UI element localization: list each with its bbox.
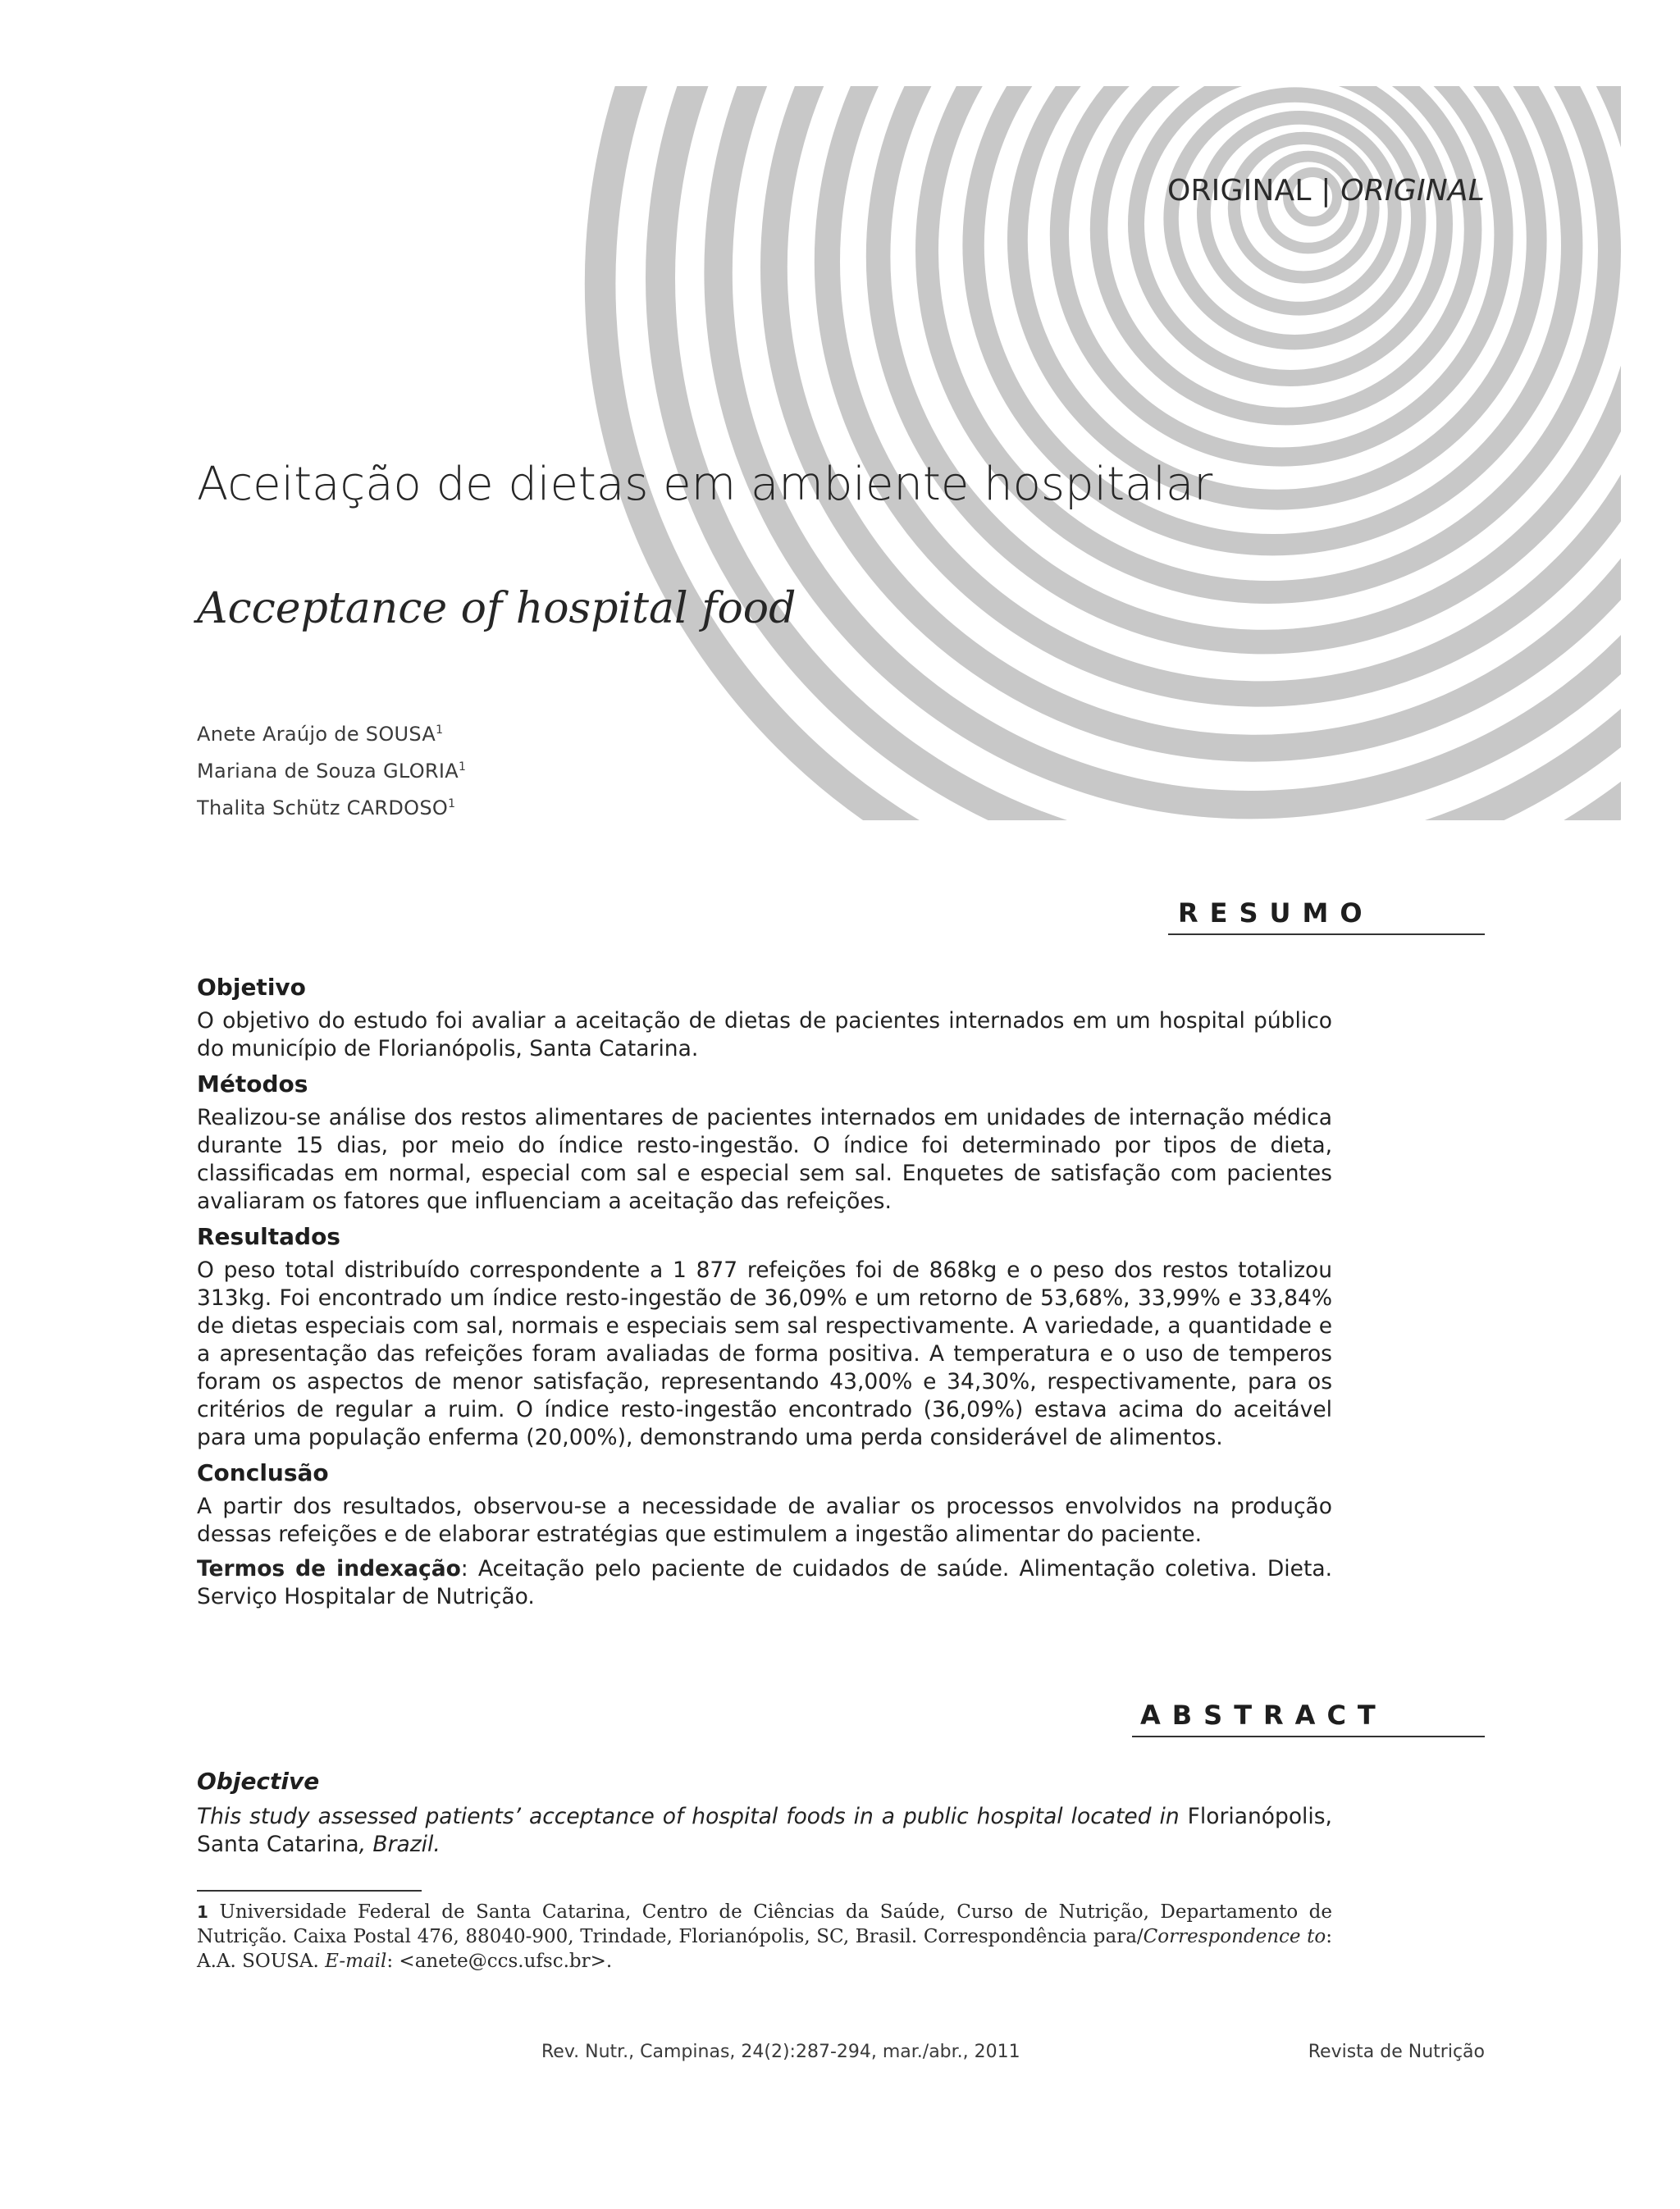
author-item: Anete Araújo de SOUSA$^1$ [197,723,444,746]
article-type-portuguese: ORIGINAL [1166,174,1312,208]
article-type-label [1148,174,1485,208]
objective-heading: Objective [197,1768,320,1795]
footnote: 1 Universidade Federal de Santa Catarina, Centro de Ciências da Saúde, Curso de Nutrição, Departamento de Nutrição. Caixa Postal 476, 88040-900, Trindade, Florianópolis, SC, Brasil. Correspondência para/Correspondence to: A.A. SOUSA. E-mail: <anete@ccs.ufsc.br>. [197,1901,1333,1972]
footer-journal-name: Revista de Nutrição [1308,2042,1485,2062]
metodos-heading: Métodos [197,1070,308,1098]
footer-citation: Rev. Nutr., Campinas, 24(2):287-294, mar./abr., 2011 [541,2042,1020,2062]
objetivo-text: O objetivo do estudo foi avaliar a aceitação de dietas de pacientes internados em um hospital público do município de Florianópolis, Santa Catarina. [197,1008,1332,1061]
title-english: Acceptance of hospital food [197,584,797,633]
conclusao-text: A partir dos resultados, observou-se a necessidade de avaliar os processos envolvidos na produção dessas refeições e de elaborar estratégias que estimulem a ingestão alimentar do paciente. [197,1494,1332,1547]
conclusao-heading: Conclusão [197,1459,329,1486]
author-list [197,714,466,824]
footnote-rule [197,1890,422,1892]
author-item: Mariana de Souza GLORIA$^1$ [197,760,467,783]
resultados-text: O peso total distribuído correspondente a 1 877 refeições foi de 868kg e o peso dos restos totalizou 313kg. Foi encontrado um índice resto-ingestão de 36,09% e um retorno de 53,68%, 33,99% e 33,84% de dietas especiais com sal, normais e especiais sem sal respectivamente. A variedade, a quantidade e a apresentação das refeições foram avaliadas de forma positiva. A temperatura e o uso de temperos foram os aspectos de menor satisfação, representando 43,00% e 34,30%, respectivamente, para os critérios de regular a ruim. O índice resto-ingestão encontrado (36,09%) estava acima do aceitável para uma população enferma (20,00%), demonstrando uma perda considerável de alimentos. [197,1257,1332,1450]
resumo-heading-rule [1168,933,1485,935]
email-label: E-mail [325,1951,387,1972]
decorative-spiral-graphic [0,0,1680,820]
termos-label: Termos de indexação [197,1556,461,1581]
abstract-heading-rule [1132,1736,1485,1737]
resumo-body [197,971,1332,1611]
resultados-heading: Resultados [197,1223,340,1250]
author-item: Thalita Schütz CARDOSO$^1$ [197,796,456,819]
footnote-email: : <anete@ccs.ufsc.br>. [386,1951,613,1972]
termos-indexacao [197,1555,1332,1611]
objetivo-heading: Objetivo [197,974,306,1001]
metodos-text: Realizou-se análise dos restos alimentares de pacientes internados em unidades de internação médica durante 15 dias, por meio do índice resto-ingestão. O índice foi determinado por tipos de dieta, classificadas em normal, especial com sal e especial sem sal. Enquetes de satisfação com pacientes avaliaram os fatores que influenciam a aceitação das refeições. [197,1105,1332,1214]
article-type-separator: | [1321,174,1331,208]
abstract-heading: ABSTRACT [1140,1700,1387,1731]
footnote-number: 1 [197,1902,208,1922]
termos-text: : Aceitação pelo paciente de cuidados de saúde. Alimentação coletiva. Dieta. Serviço Hospitalar de Nutrição. [197,1556,1332,1609]
abstract-body [197,1765,1332,1859]
resumo-heading: RESUMO [1178,897,1374,929]
article-type-english: ORIGINAL [1340,174,1485,208]
objective-text: This study assessed patients’ acceptance of hospital foods in a public hospital located in Florianópolis, Santa Catarina, Brazil. [197,1804,1332,1857]
title-portuguese: Aceitação de dietas em ambiente hospitalar [197,458,1213,511]
